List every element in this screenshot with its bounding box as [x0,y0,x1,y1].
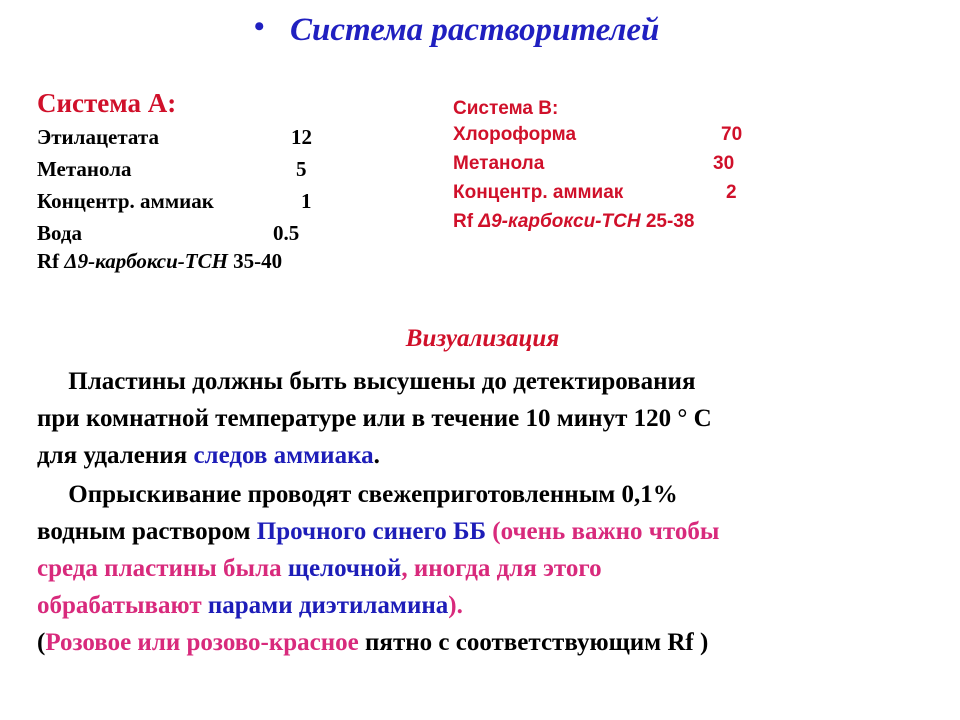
rf-value: 25-38 [640,211,695,232]
system-a-heading: Система А: [37,88,177,118]
text-line [37,587,927,624]
system-a-row [37,183,312,215]
visualization-paragraph-2 [37,476,927,661]
text-run-highlight: следов аммиака [193,442,374,469]
row-value: 12 [291,125,312,149]
row-label: Метанола [37,157,132,181]
rf-compound: Δ9-карбокси-ТСН [478,211,641,232]
text-line [37,624,927,661]
text-line: при комнатной температуре или в течение 10 минут 120 ° С [37,405,712,432]
text-run: ( [37,629,46,656]
row-label: Вода [37,221,83,245]
text-run-highlight: парами диэтиламина [207,592,449,619]
system-b-block [453,98,743,233]
text-run-highlight: Розовое или розово-красное [45,629,359,656]
text-run-highlight: , иногда для этого [401,555,602,582]
text-line [37,550,927,587]
rf-prefix: Rf [37,249,65,273]
title-row [0,10,960,54]
visualization-heading: Визуализация [405,325,560,352]
text-run: для удаления [37,442,194,469]
text-run: . [373,442,380,469]
row-label: Концентр. аммиак [37,189,214,213]
system-a-block [37,88,312,274]
system-b-row [453,124,743,153]
system-a-rf [37,249,282,274]
row-value: 5 [296,157,307,181]
text-run: пятно с соответствующим Rf ) [358,629,709,656]
visualization-paragraph-1 [37,363,927,474]
row-label: Метанола [453,153,545,174]
system-b-row [453,153,735,182]
row-value: 2 [726,182,737,203]
row-value: 1 [301,189,312,213]
bullet-icon: • [254,10,265,43]
row-value: 30 [713,153,735,174]
text-line: Пластины должны быть высушены до детектирования [37,368,696,395]
text-line [37,437,927,474]
text-run-highlight: щелочной [287,555,402,582]
system-b-row [453,182,737,211]
system-b-heading: Система В: [453,98,559,119]
system-b-rf [453,211,694,233]
system-a-row [37,119,312,151]
row-value: 0.5 [273,221,300,245]
row-label: Этилацетата [37,125,159,149]
system-a-row [37,215,300,247]
text-run-highlight: обрабатывают [37,592,208,619]
rf-prefix: Rf [453,211,479,232]
row-label: Хлороформа [453,124,577,145]
rf-value: 35-40 [227,249,283,273]
slide-title: Система растворителей [290,12,660,48]
text-run: водным раствором [37,518,257,545]
text-run-highlight: ). [448,592,463,619]
row-label: Концентр. аммиак [453,182,624,203]
text-line [37,513,927,550]
row-value: 70 [721,124,743,145]
text-run-highlight: среда пластины была [37,555,288,582]
text-run-highlight: (очень важно чтобы [486,518,720,545]
system-a-row [37,151,307,183]
text-run-highlight: Прочного синего ББ [256,518,487,545]
text-line: Опрыскивание проводят свежеприготовленным 0,1% [37,481,678,508]
rf-compound: Δ9-карбокси-ТСН [64,249,228,273]
